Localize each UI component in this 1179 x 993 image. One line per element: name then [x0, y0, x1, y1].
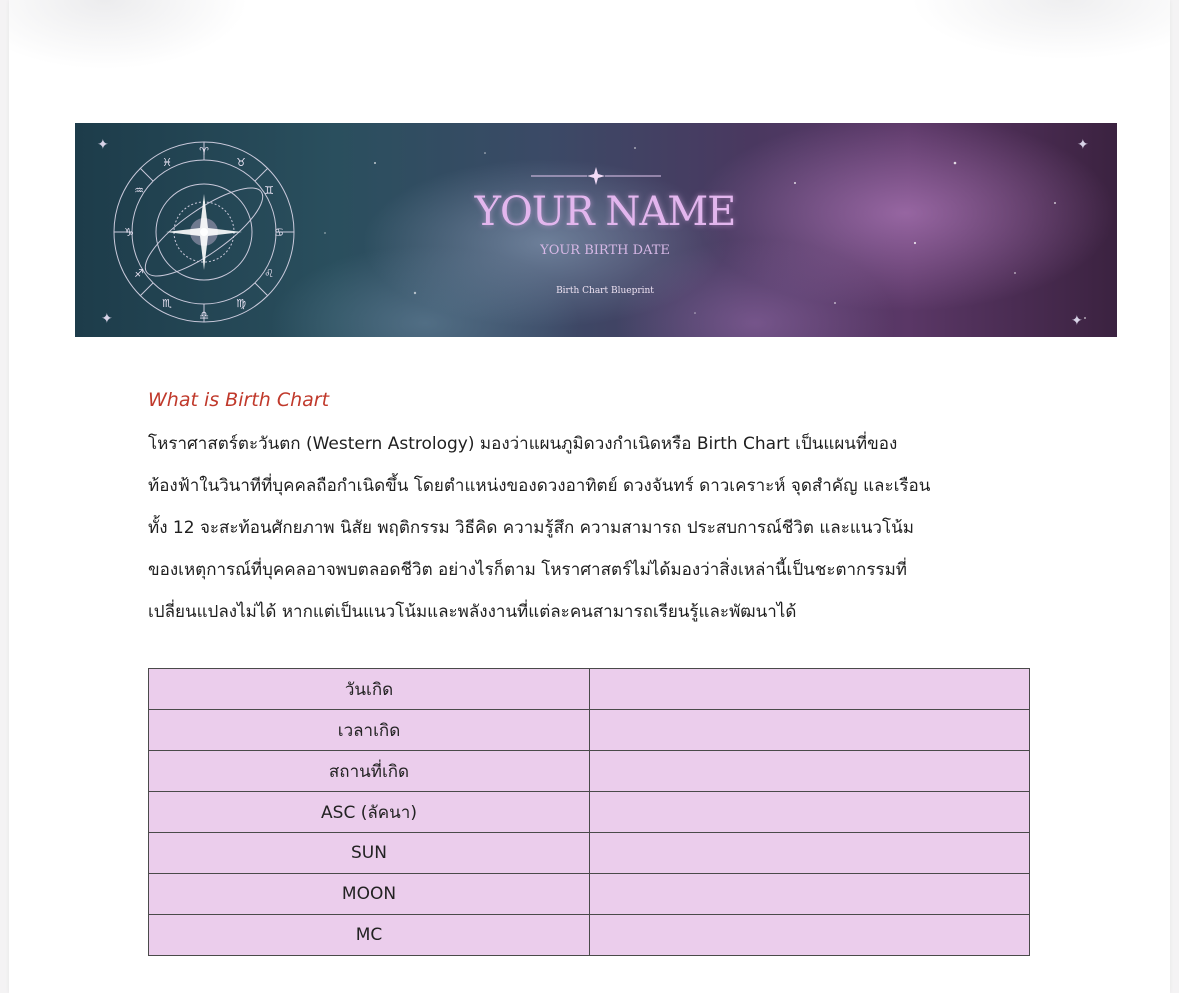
svg-text:♌: ♌: [264, 267, 274, 280]
row-value[interactable]: [590, 792, 1030, 833]
svg-text:♓: ♓: [162, 156, 172, 169]
paragraph-line: ทั้ง 12 จะสะท้อนศักยภาพ นิสัย พฤติกรรม วิธีคิด ความรู้สึก ความสามารถ ประสบการณ์ชีวิต และแนวโน้ม: [148, 518, 914, 538]
sparkle-divider-icon: [531, 167, 661, 185]
table-row: [149, 751, 1030, 792]
row-value[interactable]: [590, 710, 1030, 751]
paragraph-line: เปลี่ยนแปลงไม่ได้ หากแต่เป็นแนวโน้มและพลังงานที่แต่ละคนสามารถเรียนรู้และพัฒนาได้: [148, 602, 797, 622]
svg-text:♒: ♒: [134, 184, 144, 197]
svg-text:♑: ♑: [124, 226, 134, 239]
row-value[interactable]: [590, 833, 1030, 874]
row-value[interactable]: [590, 751, 1030, 792]
row-label: MOON: [149, 874, 590, 915]
birth-info-table: [148, 668, 1030, 956]
page-shadow-right: [910, 0, 1170, 60]
table-row: [149, 833, 1030, 874]
svg-text:♏: ♏: [162, 297, 172, 310]
page-shadow-left: [9, 0, 249, 70]
corner-star-icon: ✦: [101, 311, 113, 327]
corner-star-icon: ✦: [97, 137, 109, 153]
row-value[interactable]: [590, 874, 1030, 915]
row-value[interactable]: [590, 669, 1030, 710]
svg-text:♍: ♍: [236, 297, 246, 310]
row-label: SUN: [149, 833, 590, 874]
banner-birth-date: YOUR BIRTH DATE: [540, 243, 670, 258]
zodiac-wheel-icon: [111, 139, 297, 325]
svg-text:♊: ♊: [264, 184, 274, 197]
banner-subtitle: Birth Chart Blueprint: [556, 286, 654, 296]
svg-text:♉: ♉: [236, 156, 246, 169]
header-banner: [75, 123, 1117, 337]
paragraph-line: โหราศาสตร์ตะวันตก (Western Astrology) มองว่าแผนภูมิดวงกำเนิดหรือ Birth Chart เป็นแผนที่ของ: [148, 434, 898, 454]
row-label: ASC (ลัคนา): [149, 792, 590, 833]
row-label: MC: [149, 915, 590, 956]
table-row: [149, 792, 1030, 833]
section-heading: What is Birth Chart: [148, 389, 330, 411]
svg-text:♋: ♋: [274, 226, 284, 239]
table-row: [149, 915, 1030, 956]
corner-star-icon: ✦: [1077, 137, 1089, 153]
row-label: เวลาเกิด: [149, 710, 590, 751]
table-row: [149, 710, 1030, 751]
svg-text:♈: ♈: [199, 145, 209, 158]
svg-text:♎: ♎: [199, 309, 209, 322]
table-row: [149, 874, 1030, 915]
table-row: [149, 669, 1030, 710]
paragraph-line: ของเหตุการณ์ที่บุคคลอาจพบตลอดชีวิต อย่างไรก็ตาม โหราศาสตร์ไม่ได้มองว่าสิ่งเหล่านี้เป็นชะตากรรมที่: [148, 560, 907, 580]
row-value[interactable]: [590, 915, 1030, 956]
corner-star-icon: ✦: [1071, 313, 1083, 329]
row-label: สถานที่เกิด: [149, 751, 590, 792]
paragraph-line: ท้องฟ้าในวินาทีที่บุคคลถือกำเนิดขึ้น โดยตำแหน่งของดวงอาทิตย์ ดวงจันทร์ ดาวเคราะห์ จุดสำคัญ และเรือน: [148, 476, 931, 496]
row-label: วันเกิด: [149, 669, 590, 710]
banner-name: YOUR NAME: [474, 189, 736, 235]
svg-text:♐: ♐: [134, 267, 144, 280]
